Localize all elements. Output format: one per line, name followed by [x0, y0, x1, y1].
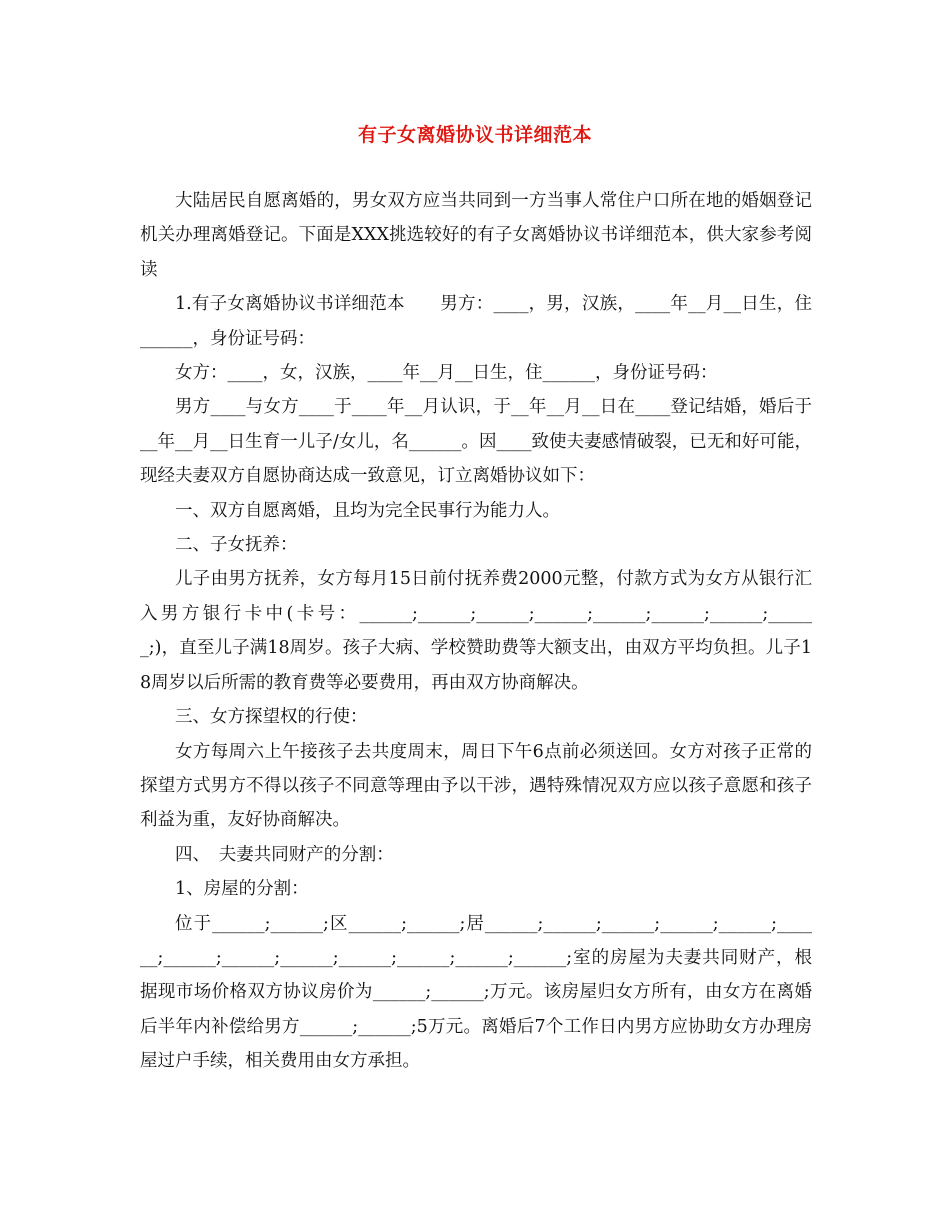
- clause-2-heading: 二、子女抚养：: [175, 535, 298, 556]
- clause-3-body: 女方每周六上午接孩子去共度周末，周日下午6点前必须送回。女方对孩子正常的探望方式男方不得以孩子不同意等理由予以干涉，遇特殊情况双方应以孩子意愿和孩子利益为重，友好协商解决。: [140, 741, 812, 831]
- clause-3-heading: 三、女方探望权的行使：: [175, 707, 368, 728]
- document-title: 有子女离婚协议书详细范本: [357, 124, 592, 146]
- paragraph-husband-info: 1.有子女离婚协议书详细范本 男方：____，男，汉族，____年__月__日生，住______，身份证号码：: [140, 294, 812, 349]
- clause-4-heading: 四、 夫妻共同财产的分割：: [175, 844, 394, 865]
- intro-paragraph: 大陆居民自愿离婚的，男女双方应当共同到一方当事人常住户口所在地的婚姻登记机关办理离婚登记。下面是XXX挑选较好的有子女离婚协议书详细范本，供大家参考阅读: [140, 191, 812, 280]
- clause-1: 一、双方自愿离婚，且均为完全民事行为能力人。: [175, 500, 560, 521]
- paragraph-marriage-background: 男方____与女方____于____年__月认识，于__年__月__日在____登记结婚，婚后于__年__月__日生育一儿子/女儿，名______。因____致使夫妻感情破裂，已无和好可能，现经夫妻双方自愿协商达成一致意见，订立离婚协议如下：: [140, 397, 812, 487]
- document-body: [140, 184, 812, 1079]
- paragraph-wife-info: 女方：____，女，汉族，____年__月__日生，住______，身份证号码：: [175, 363, 718, 384]
- clause-4-1-body: 位于______;______;区______;______;居______;______;______;______;______;______;______;______;______;______;______;______;______;室的房屋为夫妻共同财产，根据现市场价格双方协议房价为______;______;万元。该房屋归女方所有，由女方在离婚后半年内补偿给男方______;______;5万元。离婚后7个工作日内男方应协助女方办理房屋过户手续，相关费用由女方承担。: [140, 913, 812, 1072]
- clause-4-1-heading: 1、房屋的分割：: [175, 879, 309, 900]
- clause-2-body: 儿子由男方抚养，女方每月15日前付抚养费2000元整，付款方式为女方从银行汇入男方银行卡中(卡号：______;______;______;______;______;______;______;______;)，直至儿子满18周岁。孩子大病、学校赞助费等大额支出，由双方平均负担。儿子18周岁以后所需的教育费等必要费用，再由双方协商解决。: [140, 569, 812, 693]
